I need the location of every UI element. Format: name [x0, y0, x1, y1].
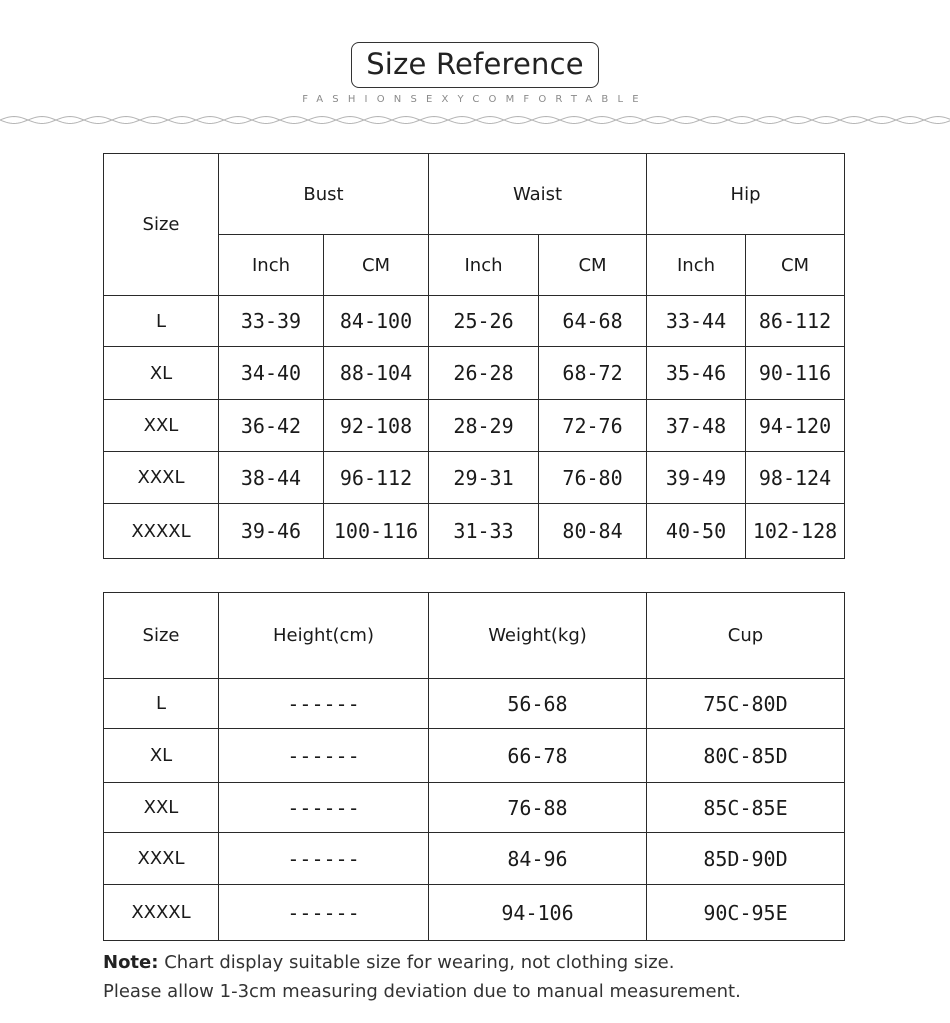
hip-cm-cell: 94-120	[746, 400, 845, 452]
size-header: Size	[104, 154, 219, 296]
size-cell: XXXL	[104, 833, 219, 885]
height-cell: ------	[219, 679, 429, 729]
waist-cm-cell: 80-84	[539, 504, 647, 559]
bust-inch-cell: 39-46	[219, 504, 324, 559]
bust-inch-cell: 36-42	[219, 400, 324, 452]
hip-cm-cell: 98-124	[746, 452, 845, 504]
decorative-wave-divider	[0, 112, 950, 128]
note-line-1	[103, 952, 674, 973]
title-wrap	[0, 42, 950, 88]
cup-cell: 85D-90D	[647, 833, 845, 885]
hip-inch-cell: 39-49	[647, 452, 746, 504]
size-cell: XL	[104, 347, 219, 400]
bust-cm-cell: 100-116	[324, 504, 429, 559]
waist-header: Waist	[429, 154, 647, 235]
cup-header: Cup	[647, 593, 845, 679]
cup-cell: 90C-95E	[647, 885, 845, 941]
hip-cm-header: CM	[746, 235, 845, 296]
waist-inch-cell: 25-26	[429, 296, 539, 347]
size-cell: L	[104, 679, 219, 729]
hip-header: Hip	[647, 154, 845, 235]
hip-cm-cell: 102-128	[746, 504, 845, 559]
note-label: Note:	[103, 952, 159, 973]
waist-cm-header: CM	[539, 235, 647, 296]
table-row	[104, 504, 845, 559]
cup-cell: 75C-80D	[647, 679, 845, 729]
size-cell: XXXXL	[104, 504, 219, 559]
waist-inch-cell: 31-33	[429, 504, 539, 559]
hip-inch-cell: 37-48	[647, 400, 746, 452]
bust-inch-header: Inch	[219, 235, 324, 296]
table-row	[104, 679, 845, 729]
size-cell: XXL	[104, 400, 219, 452]
waist-cm-cell: 76-80	[539, 452, 647, 504]
bust-cm-cell: 92-108	[324, 400, 429, 452]
cup-cell: 80C-85D	[647, 729, 845, 783]
weight-cell: 66-78	[429, 729, 647, 783]
note-text-1: Chart display suitable size for wearing, not clothing size.	[164, 952, 675, 973]
height-cell: ------	[219, 833, 429, 885]
size-cell: XXXXL	[104, 885, 219, 941]
bust-header: Bust	[219, 154, 429, 235]
table-row	[104, 452, 845, 504]
tagline: FASHIONSEXYCOMFORTABLE	[302, 94, 648, 105]
page-title: Size Reference	[351, 42, 599, 88]
cup-cell: 85C-85E	[647, 783, 845, 833]
measurement-table	[103, 153, 845, 559]
waist-cm-cell: 64-68	[539, 296, 647, 347]
hip-inch-header: Inch	[647, 235, 746, 296]
size-cell: XL	[104, 729, 219, 783]
size-cell: XXXL	[104, 452, 219, 504]
waist-inch-header: Inch	[429, 235, 539, 296]
weight-cell: 76-88	[429, 783, 647, 833]
hip-cm-cell: 90-116	[746, 347, 845, 400]
hip-inch-cell: 33-44	[647, 296, 746, 347]
height-cell: ------	[219, 885, 429, 941]
fit-table	[103, 592, 845, 941]
bust-inch-cell: 38-44	[219, 452, 324, 504]
table-row	[104, 833, 845, 885]
hip-inch-cell: 40-50	[647, 504, 746, 559]
size-header: Size	[104, 593, 219, 679]
waist-inch-cell: 26-28	[429, 347, 539, 400]
table-row	[104, 296, 845, 347]
bust-inch-cell: 34-40	[219, 347, 324, 400]
height-header: Height(cm)	[219, 593, 429, 679]
weight-header: Weight(kg)	[429, 593, 647, 679]
waist-cm-cell: 68-72	[539, 347, 647, 400]
table-row	[104, 783, 845, 833]
table-row	[104, 729, 845, 783]
weight-cell: 94-106	[429, 885, 647, 941]
table-row	[104, 885, 845, 941]
hip-inch-cell: 35-46	[647, 347, 746, 400]
bust-cm-header: CM	[324, 235, 429, 296]
bust-cm-cell: 88-104	[324, 347, 429, 400]
table-row	[104, 400, 845, 452]
height-cell: ------	[219, 783, 429, 833]
height-cell: ------	[219, 729, 429, 783]
bust-cm-cell: 96-112	[324, 452, 429, 504]
size-cell: L	[104, 296, 219, 347]
bust-inch-cell: 33-39	[219, 296, 324, 347]
weight-cell: 56-68	[429, 679, 647, 729]
size-cell: XXL	[104, 783, 219, 833]
waist-cm-cell: 72-76	[539, 400, 647, 452]
waist-inch-cell: 28-29	[429, 400, 539, 452]
note-line-2: Please allow 1-3cm measuring deviation due to manual measurement.	[103, 981, 741, 1002]
table-row	[104, 347, 845, 400]
bust-cm-cell: 84-100	[324, 296, 429, 347]
waist-inch-cell: 29-31	[429, 452, 539, 504]
weight-cell: 84-96	[429, 833, 647, 885]
hip-cm-cell: 86-112	[746, 296, 845, 347]
